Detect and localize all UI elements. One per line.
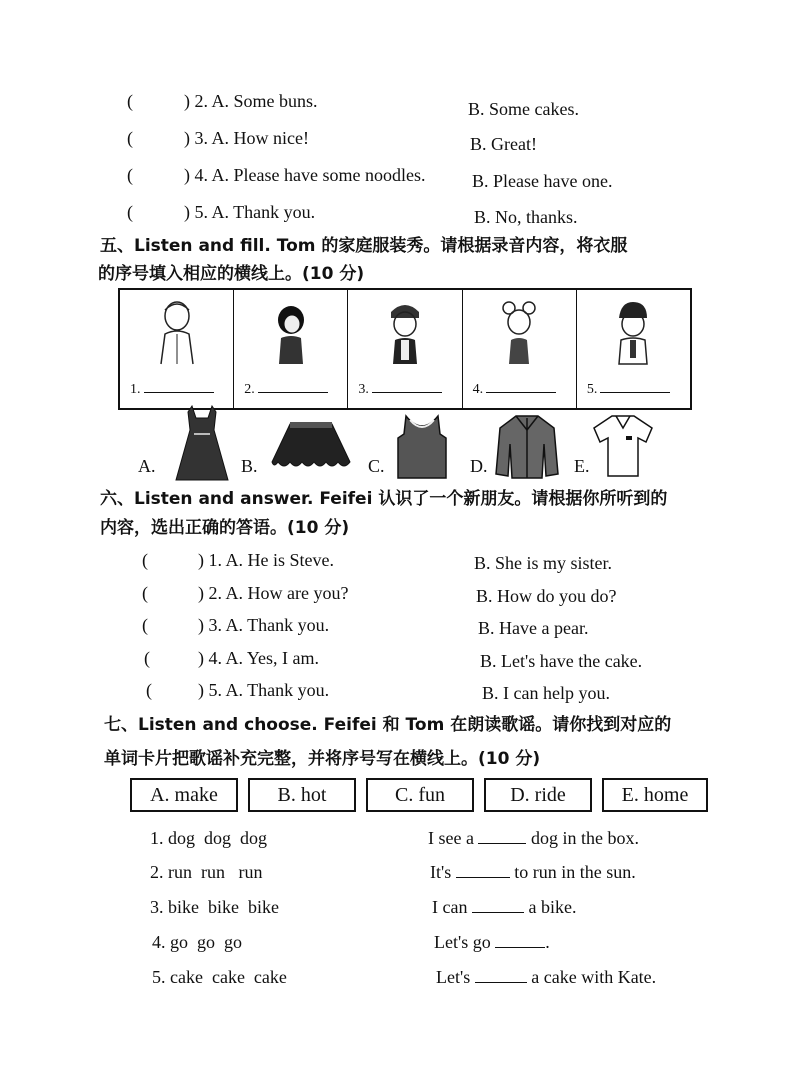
answer-bracket: ( (127, 91, 133, 111)
section7-heading: 七、Listen and choose. Feifei 和 Tom 在朗读歌谣。请你找到对应的 (104, 715, 672, 735)
portrait-label: 5. (587, 382, 671, 398)
answer-blank[interactable] (258, 392, 328, 393)
question-3-option-a: ) 3. A. How nice! (184, 128, 309, 148)
q6-3-option-b: B. Have a pear. (478, 618, 589, 638)
question-4-option-a: ) 4. A. Please have some noodles. (184, 165, 426, 185)
jacket-icon (494, 414, 560, 480)
portrait-card-4 (463, 290, 577, 408)
question-5-option-a: ) 5. A. Thank you. (184, 202, 316, 222)
q6-1-option-a: ) 1. A. He is Steve. (198, 550, 334, 570)
q6-4-option-b: B. Let's have the cake. (480, 651, 643, 671)
question-4-option-b: B. Please have one. (472, 171, 613, 191)
answer-bracket: ( (142, 583, 148, 603)
q6-4-option-a: ) 4. A. Yes, I am. (198, 648, 320, 668)
answer-bracket: ( (142, 615, 148, 635)
portrait-strip (118, 288, 692, 410)
chant-2-words: 2. run run run (150, 862, 263, 882)
chant-2-sentence: It's to run in the sun. (430, 862, 636, 882)
skirt-icon (268, 420, 354, 472)
chant-1-words: 1. dog dog dog (150, 828, 267, 848)
answer-bracket: ( (146, 680, 152, 700)
clothing-label-b: B. (241, 456, 258, 476)
section5-heading: 五、Listen and fill. Tom 的家庭服装秀。请根据录音内容，将衣服 (100, 236, 628, 256)
question-3-option-b: B. Great! (470, 134, 537, 154)
portrait-card-3 (348, 290, 462, 408)
word-card-c: C. fun (366, 778, 474, 812)
answer-bracket: ( (127, 165, 133, 185)
word-card-a: A. make (130, 778, 238, 812)
clothing-label-d: D. (470, 456, 488, 476)
q6-3-option-a: ) 3. A. Thank you. (198, 615, 330, 635)
q6-5-option-b: B. I can help you. (482, 683, 610, 703)
q6-2-option-b: B. How do you do? (476, 586, 617, 606)
q6-1-option-b: B. She is my sister. (474, 553, 613, 573)
portrait-card-2 (234, 290, 348, 408)
section7-heading-line2: 单词卡片把歌谣补充完整，并将序号写在横线上。(10 分) (104, 749, 541, 769)
chant-4-sentence: Let's go . (434, 932, 550, 952)
word-card-d: D. ride (484, 778, 592, 812)
clothing-label-e: E. (574, 456, 590, 476)
answer-bracket: ( (127, 202, 133, 222)
clothing-label-a: A. (138, 456, 156, 476)
chant-3-words: 3. bike bike bike (150, 897, 279, 917)
boy-icon (601, 296, 665, 366)
vest-icon (396, 414, 448, 480)
chant-5-sentence: Let's a cake with Kate. (436, 967, 657, 987)
answer-bracket: ( (142, 550, 148, 570)
q6-5-option-a: ) 5. A. Thank you. (198, 680, 330, 700)
answer-blank[interactable] (456, 877, 510, 878)
answer-blank[interactable] (472, 912, 524, 913)
question-2-option-a: ) 2. A. Some buns. (184, 91, 318, 111)
mother-icon (259, 296, 323, 366)
section6-heading-line2: 内容，选出正确的答语。(10 分) (100, 518, 350, 538)
answer-bracket: ( (127, 128, 133, 148)
portrait-label: 1. (130, 382, 214, 398)
portrait-label: 4. (473, 382, 557, 398)
answer-blank[interactable] (144, 392, 214, 393)
father-icon (373, 296, 437, 366)
answer-blank[interactable] (495, 947, 545, 948)
answer-blank[interactable] (475, 982, 527, 983)
portrait-card-5 (577, 290, 690, 408)
section6-heading: 六、Listen and answer. Feifei 认识了一个新朋友。请根据你所听到的 (100, 489, 668, 509)
q6-2-option-a: ) 2. A. How are you? (198, 583, 349, 603)
question-5-option-b: B. No, thanks. (474, 207, 578, 227)
grandpa-icon (145, 296, 209, 366)
word-card-e: E. home (602, 778, 708, 812)
girl-icon (487, 296, 551, 366)
word-card-b: B. hot (248, 778, 356, 812)
answer-bracket: ( (144, 648, 150, 668)
portrait-label: 2. (244, 382, 328, 398)
chant-1-sentence: I see a dog in the box. (428, 828, 639, 848)
chant-5-words: 5. cake cake cake (152, 967, 287, 987)
answer-blank[interactable] (486, 392, 556, 393)
dress-icon (172, 404, 232, 482)
question-2-option-b: B. Some cakes. (468, 99, 579, 119)
chant-3-sentence: I can a bike. (432, 897, 577, 917)
polo-shirt-icon (592, 414, 654, 478)
answer-blank[interactable] (372, 392, 442, 393)
section5-heading-line2: 的序号填入相应的横线上。(10 分) (98, 264, 365, 284)
chant-4-words: 4. go go go (152, 932, 242, 952)
answer-blank[interactable] (478, 843, 526, 844)
clothing-label-c: C. (368, 456, 385, 476)
portrait-label: 3. (358, 382, 442, 398)
portrait-card-1 (120, 290, 234, 408)
answer-blank[interactable] (600, 392, 670, 393)
